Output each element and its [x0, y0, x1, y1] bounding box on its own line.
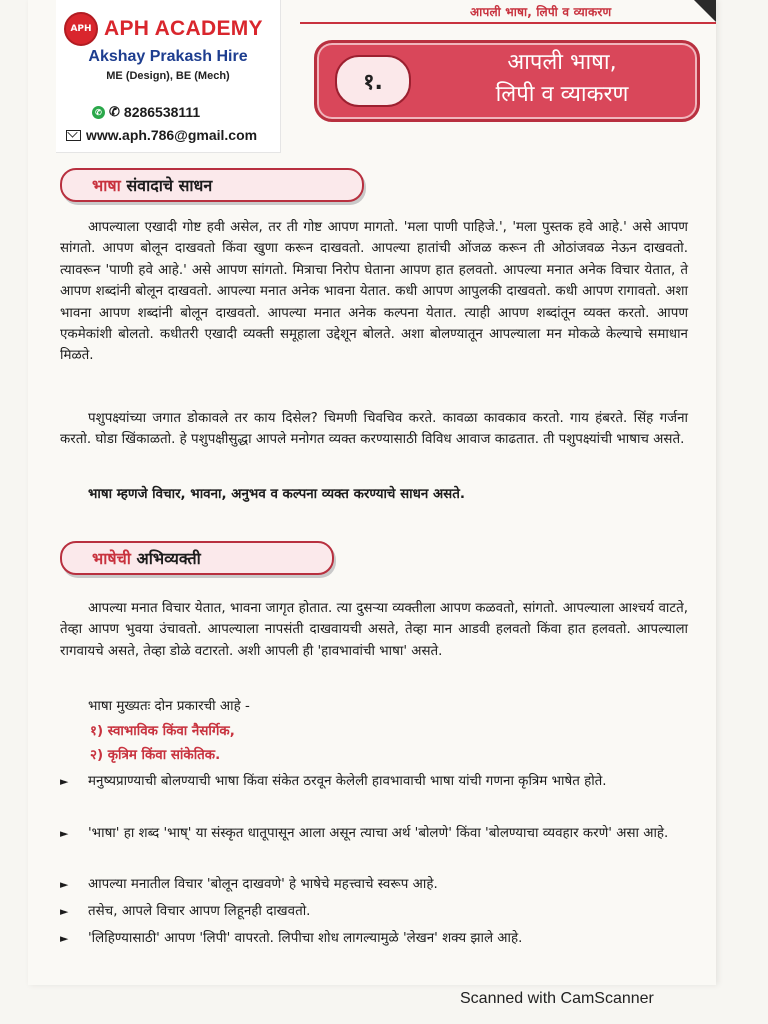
bullet-text: आपल्या मनातील विचार 'बोलून दाखवणे' हे भाषेचे महत्त्वाचे स्वरूप आहे. [88, 877, 438, 892]
chapter-title-line2: लिपी व व्याकरण [495, 82, 629, 107]
brand-phone-row [92, 104, 200, 120]
brand-person: Akshay Prakash Hire [88, 48, 248, 65]
type-artificial: २) कृत्रिम किंवा सांकेतिक. [90, 748, 221, 763]
brand-phone: 8286538111 [123, 104, 201, 120]
section-heading-2-rest: अभिव्यक्ती [130, 549, 201, 568]
section-heading-1 [60, 168, 364, 202]
bullet-item [60, 770, 690, 793]
section1-definition: भाषा म्हणजे विचार, भावना, अनुभव व कल्पना व्यक्त करण्याचे साधन असते. [88, 487, 465, 502]
bullet-arrow-icon: ► [60, 878, 69, 891]
brand-email-row [66, 127, 257, 143]
section-heading-2-red: भाषेची [92, 549, 131, 568]
brand-watermark [56, 0, 281, 153]
scanner-watermark: Scanned with CamScanner [460, 990, 654, 1007]
bullet-arrow-icon: ► [60, 827, 69, 840]
bullet-arrow-icon: ► [60, 932, 69, 945]
phone-icon: ✆ [109, 104, 120, 119]
bullet-item [60, 873, 690, 896]
section2-paragraph1: आपल्या मनात विचार येतात, भावना जागृत होतात. त्या दुसऱ्या व्यक्तीला आपण कळवतो, सांगतो. आपल्याला आश्चर्य वाटते, तेव्हा आपण भुवया उंचावतो. आपल्याला नापसंती दाखवायची असते, तेव्हा मान आडवी हलवतो किंवा हात हलवतो. आपल्याला रागवायचे असते, तेव्हा डोळे वटारतो. अशी आपली ही 'हावभावांची भाषा' असते. [60, 601, 688, 659]
bullet-text: 'भाषा' हा शब्द 'भाष्' या संस्कृत धातूपासून आला असून त्याचा अर्थ 'बोलणे' किंवा 'बोलण्याचा व्यवहार करणे' असा आहे. [88, 826, 669, 841]
types-intro: भाषा मुख्यतः दोन प्रकारची आहे - [88, 699, 250, 714]
bullet-item [60, 822, 690, 845]
running-header: आपली भाषा, लिपी व व्याकरण [470, 5, 612, 19]
mail-icon [66, 130, 81, 141]
bullet-arrow-icon: ► [60, 775, 69, 788]
section-heading-1-red: भाषा [92, 176, 121, 195]
brand-title-row [64, 12, 263, 46]
whatsapp-icon: ✆ [92, 106, 105, 119]
brand-name: APH ACADEMY [104, 17, 263, 40]
bullet-item [60, 927, 690, 950]
brand-degree: ME (Design), BE (Mech) [106, 70, 230, 82]
header-rule [300, 22, 716, 24]
brand-email: www.aph.786@gmail.com [86, 127, 258, 143]
bullet-text: मनुष्यप्राण्याची बोलण्याची भाषा किंवा संकेत ठरवून केलेली हावभावाची भाषा यांची गणना कृत्रिम भाषेत होते. [88, 774, 607, 789]
page-corner [694, 0, 716, 22]
bullet-arrow-icon: ► [60, 905, 69, 918]
section-heading-1-rest: संवादाचे साधन [120, 176, 213, 195]
chapter-title-line1: आपली भाषा, [507, 50, 617, 75]
section1-paragraph2: पशुपक्ष्यांच्या जगात डोकावले तर काय दिसेल? चिमणी चिवचिव करते. कावळा कावकाव करतो. गाय हंबरते. सिंह गर्जना करतो. घोडा खिंकाळतो. हे पशुपक्षीसुद्धा आपले मनोगत व्यक्त करण्यासाठी विविध आवाज काढतात. ती पशुपक्ष्यांची भाषाच असते. [60, 411, 688, 448]
brand-logo-icon: APH [64, 12, 98, 46]
bullet-text: तसेच, आपले विचार आपण लिहूनही दाखवतो. [88, 904, 311, 919]
bullet-text: 'लिहिण्यासाठी' आपण 'लिपी' वापरतो. लिपीचा शोध लागल्यामुळे 'लेखन' शक्य झाले आहे. [88, 931, 523, 946]
chapter-banner [314, 40, 700, 122]
chapter-title [437, 47, 687, 111]
section-heading-2 [60, 541, 334, 575]
chapter-number: १. [335, 55, 411, 107]
section1-paragraph1: आपल्याला एखादी गोष्ट हवी असेल, तर ती गोष्ट आपण मागतो. 'मला पाणी पाहिजे.', 'मला पुस्तक हवे आहे.' असे आपण सांगतो. आपण बोलून दाखवतो किंवा खुणा करून दाखवतो. आपल्या हातांची ओंजळ करून ती ओठांजवळ नेऊन दाखवतो. त्यावरून 'पाणी हवे आहे.' असे आपण सांगतो. मित्राचा निरोप घेताना आपण हात हलवतो. आपल्या मनात अनेक विचार येतात, ते आपण शब्दांनी बोलून दाखवतो. आपल्या मनात अनेक भावना येतात. कधी आपण आपुलकी दाखवतो. कधी आपण रागावतो. अशा भावना आपण शब्दांनी बोलून दाखवतो. आपल्या मनात अनेक कल्पना येतात. त्याही आपण शब्दांतून व्यक्त करतो. आपण एकमेकांशी बोलतो. कधीतरी एखादी व्यक्ती समूहाला उद्देशून बोलते. अशा बोलण्यातून आपल्याला मन मोकळे केल्याचे समाधान मिळते. [60, 220, 688, 364]
bullet-item [60, 900, 690, 923]
type-natural: १) स्वाभाविक किंवा नैसर्गिक, [90, 724, 235, 739]
